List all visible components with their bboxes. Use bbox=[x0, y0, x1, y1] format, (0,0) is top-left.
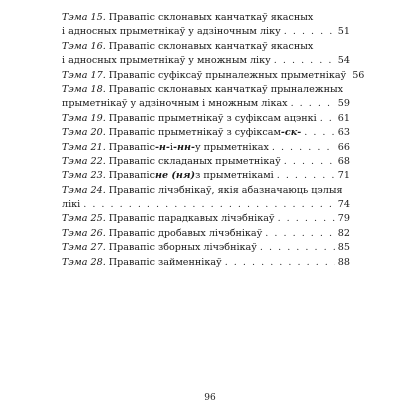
entry-title-mid: і bbox=[169, 141, 173, 153]
entry-suffix: -н- bbox=[154, 141, 170, 153]
leader-dots bbox=[274, 54, 335, 68]
entry-page: 79 bbox=[337, 213, 350, 225]
entry-label: Тэма 26. bbox=[62, 227, 106, 239]
entry-label: Тэма 21. bbox=[62, 141, 106, 153]
page-number: 96 bbox=[204, 393, 216, 403]
entry-page: 88 bbox=[337, 256, 350, 268]
entry-page: 66 bbox=[337, 141, 350, 153]
entry-page: 63 bbox=[337, 127, 350, 139]
leader-dots bbox=[83, 198, 335, 212]
entry-label: Тэма 23. bbox=[62, 170, 106, 182]
toc-entry[interactable] bbox=[62, 169, 350, 183]
toc-entry[interactable] bbox=[62, 256, 350, 270]
entry-suffix: не (ня) bbox=[154, 170, 196, 182]
toc-entry[interactable] bbox=[62, 212, 350, 226]
leader-dots bbox=[284, 155, 335, 169]
entry-title-cont: і адносных прыметнікаў у адзіночным ліку bbox=[62, 26, 281, 38]
entry-label: Тэма 17. bbox=[62, 69, 106, 81]
entry-label: Тэма 20. bbox=[62, 127, 106, 139]
entry-title: Правапіс зборных лічэбнікаў bbox=[108, 242, 257, 254]
entry-title: Правапіс прыметнікаў з суфіксам ацэнкі bbox=[108, 112, 317, 124]
leader-dots bbox=[278, 212, 335, 226]
toc-entry[interactable] bbox=[62, 155, 350, 169]
leader-dots bbox=[291, 97, 335, 111]
entry-title-post: з прыметнікамі bbox=[195, 170, 274, 182]
entry-title-cont: прыметнікаў у адзіночным і множным ліках bbox=[62, 98, 288, 110]
entry-title: Правапіс займеннікаў bbox=[108, 256, 222, 268]
entry-title: Правапіс дробавых лічэбнікаў bbox=[108, 227, 263, 239]
entry-label: Тэма 22. bbox=[62, 155, 106, 167]
leader-dots bbox=[265, 227, 334, 241]
entry-label: Тэма 15. bbox=[62, 12, 106, 23]
entry-title: Правапіс bbox=[108, 170, 155, 182]
entry-label: Тэма 27. bbox=[62, 242, 106, 254]
entry-title: Правапіс складаных прыметнікаў bbox=[108, 155, 281, 167]
toc-entry[interactable] bbox=[62, 83, 350, 112]
entry-title: Правапіс суфіксаў прыналежных прыметнікаў bbox=[108, 69, 347, 81]
entry-title-cont: і адносных прыметнікаў у множным ліку bbox=[62, 55, 271, 67]
table-of-contents bbox=[62, 11, 365, 270]
entry-suffix: -нн- bbox=[173, 141, 195, 153]
leader-dots bbox=[320, 112, 335, 126]
entry-page: 82 bbox=[337, 227, 350, 239]
entry-page: 61 bbox=[337, 112, 350, 124]
entry-title: Правапіс склонавых канчаткаў якасных bbox=[108, 12, 314, 23]
toc-entry[interactable] bbox=[62, 112, 350, 126]
leader-dots bbox=[277, 169, 335, 183]
entry-page: 56 bbox=[352, 69, 365, 81]
leader-dots bbox=[225, 256, 335, 270]
entry-title: Правапіс прыметнікаў з суфіксам bbox=[108, 127, 281, 139]
entry-label: Тэма 25. bbox=[62, 213, 106, 225]
entry-page: 59 bbox=[337, 98, 350, 110]
toc-entry[interactable] bbox=[62, 11, 350, 40]
entry-title-cont: лікі bbox=[62, 199, 81, 211]
toc-entry[interactable] bbox=[62, 241, 350, 255]
entry-title: Правапіс склонавых канчаткаў якасных bbox=[108, 40, 314, 52]
leader-dots bbox=[260, 241, 335, 255]
entry-label: Тэма 24. bbox=[62, 184, 106, 196]
toc-entry[interactable] bbox=[62, 69, 365, 83]
entry-title: Правапіс склонавых канчаткаў прыналежных bbox=[108, 83, 344, 95]
entry-page: 51 bbox=[337, 26, 350, 38]
entry-title: Правапіс парадкавых лічэбнікаў bbox=[108, 213, 275, 225]
entry-page: 85 bbox=[337, 242, 350, 254]
leader-dots bbox=[304, 126, 335, 140]
entry-suffix: -ск- bbox=[280, 127, 302, 139]
toc-entry[interactable] bbox=[62, 184, 350, 213]
entry-label: Тэма 18. bbox=[62, 83, 106, 95]
leader-dots bbox=[284, 25, 335, 39]
entry-page: 68 bbox=[337, 155, 350, 167]
entry-page: 54 bbox=[337, 55, 350, 67]
entry-title-post: у прыметніках bbox=[194, 141, 269, 153]
entry-label: Тэма 19. bbox=[62, 112, 106, 124]
toc-entry[interactable] bbox=[62, 227, 350, 241]
entry-title: Правапіс bbox=[108, 141, 155, 153]
toc-entry[interactable] bbox=[62, 40, 350, 69]
entry-title: Правапіс лічэбнікаў, якія абазначаюць цэлыя bbox=[108, 184, 343, 196]
leader-dots bbox=[272, 141, 335, 155]
toc-entry[interactable] bbox=[62, 126, 350, 140]
entry-label: Тэма 28. bbox=[62, 256, 106, 268]
toc-entry[interactable] bbox=[62, 141, 350, 155]
entry-page: 74 bbox=[337, 199, 350, 211]
entry-page: 71 bbox=[337, 170, 350, 182]
entry-label: Тэма 16. bbox=[62, 40, 106, 52]
